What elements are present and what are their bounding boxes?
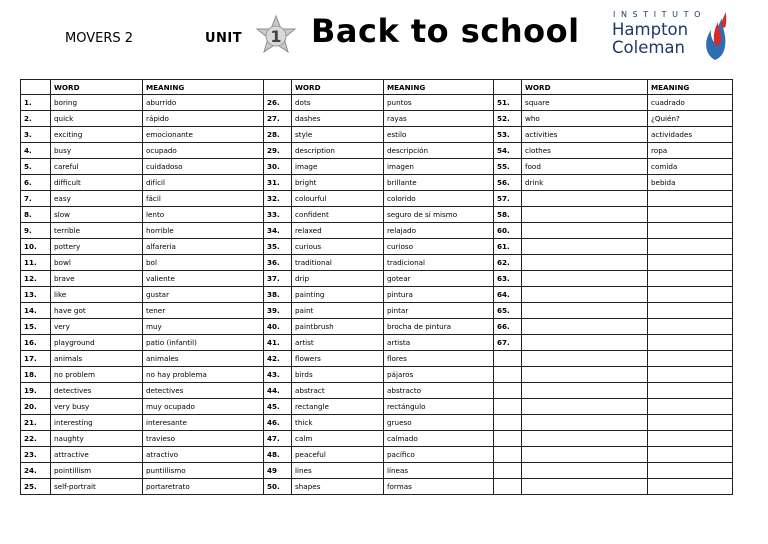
table-row: [21, 351, 733, 367]
item-word: like: [51, 287, 143, 303]
item-word: food: [522, 159, 648, 175]
item-word: very: [51, 319, 143, 335]
table-row: [21, 111, 733, 127]
item-meaning: comida: [648, 159, 733, 175]
item-word: [522, 335, 648, 351]
logo-line-1: INSTITUTO: [613, 10, 706, 19]
table-row: [21, 399, 733, 415]
item-meaning: brillante: [384, 175, 494, 191]
item-word: brave: [51, 271, 143, 287]
item-word: difficult: [51, 175, 143, 191]
item-number: 25.: [21, 479, 51, 495]
item-word: quick: [51, 111, 143, 127]
item-number: 14.: [21, 303, 51, 319]
item-word: confident: [292, 207, 384, 223]
item-number: 42.: [264, 351, 292, 367]
item-number: 18.: [21, 367, 51, 383]
item-number: 45.: [264, 399, 292, 415]
item-word: easy: [51, 191, 143, 207]
item-meaning: imagen: [384, 159, 494, 175]
item-meaning: [648, 415, 733, 431]
table-row: [21, 127, 733, 143]
item-word: careful: [51, 159, 143, 175]
item-word: bright: [292, 175, 384, 191]
item-word: playground: [51, 335, 143, 351]
table-row: [21, 415, 733, 431]
item-number: 41.: [264, 335, 292, 351]
item-number: 26.: [264, 95, 292, 111]
item-meaning: pájaros: [384, 367, 494, 383]
header-number: [21, 80, 51, 95]
item-number: [494, 463, 522, 479]
item-number: 61.: [494, 239, 522, 255]
item-word: [522, 383, 648, 399]
table-row: [21, 271, 733, 287]
item-number: 8.: [21, 207, 51, 223]
item-number: 63.: [494, 271, 522, 287]
item-number: 9.: [21, 223, 51, 239]
institute-logo: [610, 8, 730, 64]
table-row: [21, 335, 733, 351]
item-meaning: patio (infantil): [143, 335, 264, 351]
item-word: drip: [292, 271, 384, 287]
item-meaning: [648, 335, 733, 351]
item-number: [494, 415, 522, 431]
item-number: 19.: [21, 383, 51, 399]
item-word: artist: [292, 335, 384, 351]
table-row: [21, 367, 733, 383]
item-meaning: rayas: [384, 111, 494, 127]
item-word: [522, 415, 648, 431]
item-meaning: grueso: [384, 415, 494, 431]
item-meaning: formas: [384, 479, 494, 495]
item-number: 5.: [21, 159, 51, 175]
item-word: [522, 191, 648, 207]
item-number: 57.: [494, 191, 522, 207]
item-meaning: ropa: [648, 143, 733, 159]
item-number: 51.: [494, 95, 522, 111]
item-number: [494, 399, 522, 415]
item-number: 20.: [21, 399, 51, 415]
header-meaning: MEANING: [143, 80, 264, 95]
item-number: 23.: [21, 447, 51, 463]
table-row: [21, 239, 733, 255]
item-meaning: [648, 383, 733, 399]
item-meaning: aburrido: [143, 95, 264, 111]
item-word: relaxed: [292, 223, 384, 239]
item-number: 44.: [264, 383, 292, 399]
flame-icon: [702, 10, 728, 62]
item-meaning: bol: [143, 255, 264, 271]
item-meaning: artista: [384, 335, 494, 351]
item-word: painting: [292, 287, 384, 303]
item-word: colourful: [292, 191, 384, 207]
item-meaning: atractivo: [143, 447, 264, 463]
item-word: [522, 271, 648, 287]
table-row: [21, 431, 733, 447]
item-word: who: [522, 111, 648, 127]
item-number: [494, 431, 522, 447]
item-meaning: calmado: [384, 431, 494, 447]
item-meaning: cuadrado: [648, 95, 733, 111]
item-word: peaceful: [292, 447, 384, 463]
item-meaning: [648, 463, 733, 479]
header-meaning: MEANING: [648, 80, 733, 95]
item-number: 13.: [21, 287, 51, 303]
item-number: 55.: [494, 159, 522, 175]
item-number: 37.: [264, 271, 292, 287]
table-row: [21, 175, 733, 191]
item-number: 6.: [21, 175, 51, 191]
item-meaning: pintura: [384, 287, 494, 303]
item-number: 54.: [494, 143, 522, 159]
item-meaning: rectángulo: [384, 399, 494, 415]
item-number: 58.: [494, 207, 522, 223]
item-number: 38.: [264, 287, 292, 303]
item-word: exciting: [51, 127, 143, 143]
item-meaning: puntos: [384, 95, 494, 111]
item-number: [494, 479, 522, 495]
item-number: 27.: [264, 111, 292, 127]
item-word: image: [292, 159, 384, 175]
item-meaning: [648, 479, 733, 495]
item-number: 43.: [264, 367, 292, 383]
item-number: 52.: [494, 111, 522, 127]
item-meaning: portaretrato: [143, 479, 264, 495]
table-row: [21, 255, 733, 271]
item-word: [522, 255, 648, 271]
item-number: [494, 383, 522, 399]
item-number: 11.: [21, 255, 51, 271]
item-number: 49: [264, 463, 292, 479]
item-number: 16.: [21, 335, 51, 351]
item-meaning: [648, 255, 733, 271]
item-word: animals: [51, 351, 143, 367]
table-row: [21, 223, 733, 239]
item-meaning: pacífico: [384, 447, 494, 463]
item-meaning: relajado: [384, 223, 494, 239]
item-meaning: detectives: [143, 383, 264, 399]
item-number: 7.: [21, 191, 51, 207]
item-word: abstract: [292, 383, 384, 399]
item-meaning: gustar: [143, 287, 264, 303]
item-word: paintbrush: [292, 319, 384, 335]
item-number: 53.: [494, 127, 522, 143]
item-number: 60.: [494, 223, 522, 239]
item-number: 39.: [264, 303, 292, 319]
item-meaning: [648, 351, 733, 367]
item-word: clothes: [522, 143, 648, 159]
item-word: interesting: [51, 415, 143, 431]
item-word: shapes: [292, 479, 384, 495]
item-word: have got: [51, 303, 143, 319]
item-number: 47.: [264, 431, 292, 447]
item-meaning: pintar: [384, 303, 494, 319]
item-meaning: emocionante: [143, 127, 264, 143]
item-meaning: brocha de pintura: [384, 319, 494, 335]
header-word: WORD: [51, 80, 143, 95]
header-word: WORD: [522, 80, 648, 95]
item-word: pointillism: [51, 463, 143, 479]
item-number: 31.: [264, 175, 292, 191]
item-word: calm: [292, 431, 384, 447]
table-row: [21, 287, 733, 303]
page-title: Back to school: [311, 12, 580, 50]
item-number: 21.: [21, 415, 51, 431]
item-word: description: [292, 143, 384, 159]
item-word: [522, 479, 648, 495]
item-word: no problem: [51, 367, 143, 383]
item-number: 15.: [21, 319, 51, 335]
header-number: [494, 80, 522, 95]
table-row: [21, 303, 733, 319]
item-meaning: [648, 319, 733, 335]
logo-line-2: Hampton: [612, 20, 689, 39]
item-word: naughty: [51, 431, 143, 447]
item-word: [522, 367, 648, 383]
item-word: [522, 447, 648, 463]
item-word: lines: [292, 463, 384, 479]
item-meaning: curioso: [384, 239, 494, 255]
item-meaning: gotear: [384, 271, 494, 287]
item-word: [522, 287, 648, 303]
item-word: [522, 463, 648, 479]
table-row: [21, 191, 733, 207]
item-word: [522, 207, 648, 223]
item-meaning: rápido: [143, 111, 264, 127]
item-number: 2.: [21, 111, 51, 127]
item-word: [522, 239, 648, 255]
item-number: 66.: [494, 319, 522, 335]
item-word: drink: [522, 175, 648, 191]
item-meaning: muy: [143, 319, 264, 335]
item-meaning: descripción: [384, 143, 494, 159]
unit-badge-icon: [254, 14, 298, 58]
item-meaning: abstracto: [384, 383, 494, 399]
item-word: self-portrait: [51, 479, 143, 495]
item-number: 50.: [264, 479, 292, 495]
item-word: rectangle: [292, 399, 384, 415]
item-meaning: animales: [143, 351, 264, 367]
item-meaning: [648, 399, 733, 415]
logo-line-3: Coleman: [612, 38, 685, 57]
item-word: paint: [292, 303, 384, 319]
table-row: [21, 479, 733, 495]
item-number: 46.: [264, 415, 292, 431]
item-number: 40.: [264, 319, 292, 335]
item-meaning: tradicional: [384, 255, 494, 271]
item-meaning: [648, 287, 733, 303]
item-number: 4.: [21, 143, 51, 159]
item-meaning: actividades: [648, 127, 733, 143]
item-meaning: bebida: [648, 175, 733, 191]
vocabulary-table: [20, 79, 733, 495]
item-word: activities: [522, 127, 648, 143]
item-word: very busy: [51, 399, 143, 415]
item-meaning: [648, 431, 733, 447]
item-word: [522, 351, 648, 367]
item-word: square: [522, 95, 648, 111]
item-meaning: puntillismo: [143, 463, 264, 479]
item-word: flowers: [292, 351, 384, 367]
item-number: 1.: [21, 95, 51, 111]
item-number: 30.: [264, 159, 292, 175]
item-number: 17.: [21, 351, 51, 367]
item-word: [522, 319, 648, 335]
item-number: 36.: [264, 255, 292, 271]
item-word: [522, 399, 648, 415]
item-number: 28.: [264, 127, 292, 143]
item-word: pottery: [51, 239, 143, 255]
item-number: 33.: [264, 207, 292, 223]
item-word: [522, 431, 648, 447]
table-header-row: [21, 80, 733, 95]
item-meaning: [648, 303, 733, 319]
item-number: [494, 367, 522, 383]
item-number: 24.: [21, 463, 51, 479]
item-number: 64.: [494, 287, 522, 303]
item-meaning: tener: [143, 303, 264, 319]
item-meaning: muy ocupado: [143, 399, 264, 415]
table-row: [21, 207, 733, 223]
item-word: attractive: [51, 447, 143, 463]
item-number: 35.: [264, 239, 292, 255]
table-row: [21, 383, 733, 399]
header-word: WORD: [292, 80, 384, 95]
item-number: [494, 447, 522, 463]
item-meaning: líneas: [384, 463, 494, 479]
header-number: [264, 80, 292, 95]
item-meaning: interesante: [143, 415, 264, 431]
item-number: 29.: [264, 143, 292, 159]
item-meaning: [648, 207, 733, 223]
item-word: [522, 223, 648, 239]
item-word: dashes: [292, 111, 384, 127]
item-meaning: [648, 447, 733, 463]
table-row: [21, 159, 733, 175]
item-number: 34.: [264, 223, 292, 239]
item-number: 32.: [264, 191, 292, 207]
item-meaning: horrible: [143, 223, 264, 239]
item-number: 10.: [21, 239, 51, 255]
item-number: 3.: [21, 127, 51, 143]
item-meaning: [648, 223, 733, 239]
item-number: 48.: [264, 447, 292, 463]
table-row: [21, 143, 733, 159]
item-meaning: colorido: [384, 191, 494, 207]
item-word: boring: [51, 95, 143, 111]
item-word: thick: [292, 415, 384, 431]
item-meaning: estilo: [384, 127, 494, 143]
item-meaning: fácil: [143, 191, 264, 207]
unit-number: 1: [270, 27, 282, 46]
item-meaning: [648, 271, 733, 287]
unit-label: UNIT: [205, 31, 243, 46]
item-number: 62.: [494, 255, 522, 271]
item-meaning: [648, 367, 733, 383]
item-meaning: lento: [143, 207, 264, 223]
item-meaning: ¿Quién?: [648, 111, 733, 127]
item-number: 12.: [21, 271, 51, 287]
item-word: dots: [292, 95, 384, 111]
item-meaning: cuidadoso: [143, 159, 264, 175]
item-number: 56.: [494, 175, 522, 191]
item-word: style: [292, 127, 384, 143]
item-meaning: seguro de sí mismo: [384, 207, 494, 223]
item-meaning: [648, 191, 733, 207]
item-meaning: ocupado: [143, 143, 264, 159]
item-word: detectives: [51, 383, 143, 399]
item-word: traditional: [292, 255, 384, 271]
item-word: curious: [292, 239, 384, 255]
table-row: [21, 463, 733, 479]
item-word: birds: [292, 367, 384, 383]
item-word: busy: [51, 143, 143, 159]
header-meaning: MEANING: [384, 80, 494, 95]
item-word: [522, 303, 648, 319]
item-number: 22.: [21, 431, 51, 447]
item-word: slow: [51, 207, 143, 223]
item-number: 65.: [494, 303, 522, 319]
item-meaning: [648, 239, 733, 255]
item-meaning: no hay problema: [143, 367, 264, 383]
item-meaning: valiente: [143, 271, 264, 287]
table-row: [21, 95, 733, 111]
item-word: bowl: [51, 255, 143, 271]
page-header: [0, 0, 768, 78]
item-number: [494, 351, 522, 367]
item-meaning: difícil: [143, 175, 264, 191]
level-label: MOVERS 2: [65, 31, 134, 46]
item-meaning: travieso: [143, 431, 264, 447]
item-meaning: flores: [384, 351, 494, 367]
item-word: terrible: [51, 223, 143, 239]
table-row: [21, 447, 733, 463]
item-number: 67.: [494, 335, 522, 351]
item-meaning: alfarería: [143, 239, 264, 255]
table-row: [21, 319, 733, 335]
